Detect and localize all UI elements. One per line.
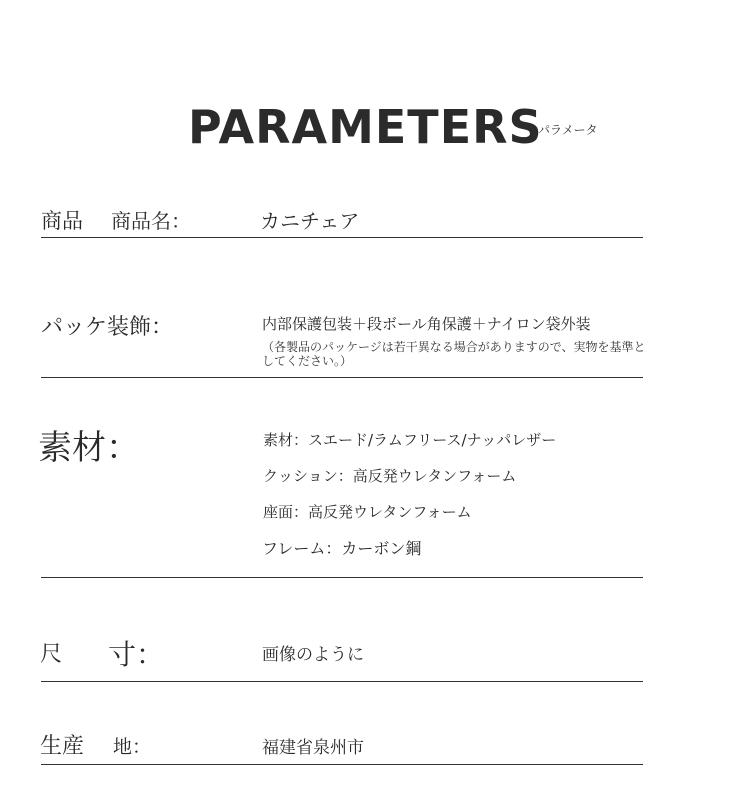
origin-label-a: 生産 [40, 734, 85, 759]
size-label-b: 寸： [108, 638, 165, 671]
material-line: 素材：スエード/ラムフリース/ナッパレザー [263, 431, 557, 449]
material-line: 座面：高反発ウレタンフォーム [263, 503, 472, 521]
page-title: PARAMETERS [188, 100, 543, 154]
material-line: クッション：高反発ウレタンフォーム [263, 467, 517, 485]
packaging-value: 内部保護包装＋段ボール角保護＋ナイロン袋外装 [262, 315, 591, 333]
size-label-a: 尺 [40, 642, 63, 667]
divider-material [41, 577, 643, 578]
page-subtitle: パラメータ [538, 123, 598, 137]
origin-label-b: 地： [113, 736, 152, 758]
divider-product [41, 237, 643, 238]
product-name-label: 商品名： [111, 209, 191, 233]
divider-origin [41, 764, 643, 765]
material-label: 素材： [38, 428, 140, 468]
size-value: 画像のように [262, 645, 364, 665]
material-line: フレーム：カーボン鋼 [262, 539, 422, 558]
divider-packaging [41, 377, 643, 378]
product-label: 商品 [41, 209, 83, 233]
divider-size [41, 681, 643, 682]
origin-value: 福建省泉州市 [262, 738, 364, 758]
packaging-note: （各製品のパッケージは若干異なる場合がありますので、実物を基準としてください。） [262, 340, 646, 368]
packaging-label: パッケ装飾： [41, 315, 174, 340]
product-name-value: カニチェア [260, 209, 360, 233]
